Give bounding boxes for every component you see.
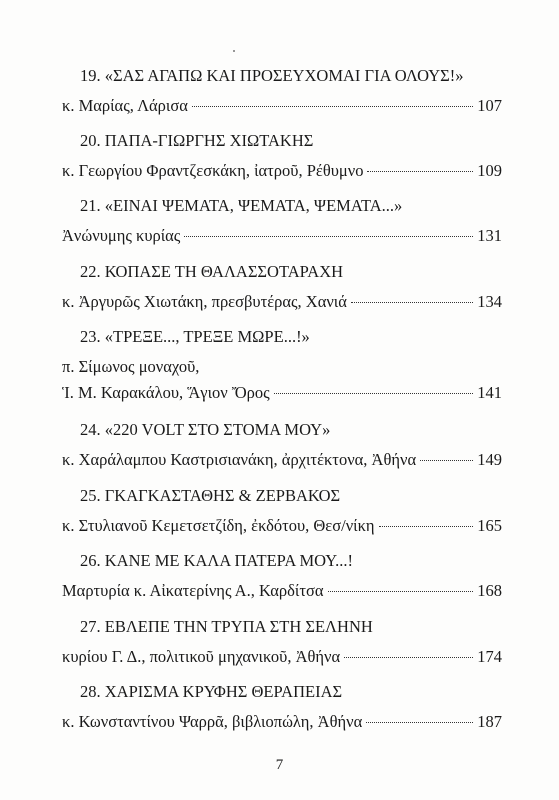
entry-page: 141 [477, 383, 502, 402]
entry-title: 26. ΚΑΝΕ ΜΕ ΚΑΛΑ ΠΑΤΕΡΑ ΜΟΥ...! [80, 551, 353, 570]
entry-page: 134 [477, 292, 502, 311]
toc-entry [62, 196, 502, 246]
entry-line [62, 357, 502, 377]
entry-line [62, 581, 502, 601]
entry-author: κ. Κωνσταντίνου Ψαρρᾶ, βιβλιοπώλη, Ἀθήνα [62, 712, 363, 731]
entry-title: 27. ΕΒΛΕΠΕ ΤΗΝ ΤΡΥΠΑ ΣΤΗ ΣΕΛΗΝΗ [80, 617, 373, 636]
toc-entry [62, 66, 502, 116]
entry-author: κ. Στυλιανοῦ Κεμετσετζίδη, ἐκδότου, Θεσ/νίκη [62, 516, 375, 535]
print-speck [233, 50, 235, 52]
toc-entry [62, 420, 502, 470]
page-number: 7 [275, 757, 284, 773]
entry-line [62, 161, 502, 181]
dot-leader [184, 236, 473, 237]
entry-author: κυρίου Γ. Δ., πολιτικοῦ μηχανικοῦ, Ἀθήνα [62, 647, 341, 666]
entry-author: κ. Ἀργυρῶς Χιωτάκη, πρεσβυτέρας, Χανιά [62, 292, 347, 311]
entry-title: 23. «ΤΡΕΞΕ..., ΤΡΕΞΕ ΜΩΡΕ...!» [80, 327, 310, 346]
entry-title: 28. ΧΑΡΙΣΜΑ ΚΡΥΦΗΣ ΘΕΡΑΠΕΙΑΣ [80, 682, 343, 701]
entry-author: κ. Μαρίας, Λάρισα [62, 96, 188, 115]
entry-page: 168 [477, 581, 502, 600]
entry-title: 20. ΠΑΠΑ-ΓΙΩΡΓΗΣ ΧΙΩΤΑΚΗΣ [80, 131, 314, 150]
entry-page: 149 [477, 450, 502, 469]
entry-author: κ. Γεωργίου Φραντζεσκάκη, ἰατροῦ, Ρέθυμνο [62, 161, 364, 180]
entry-line [62, 450, 502, 470]
dot-leader [344, 657, 473, 658]
dot-leader [379, 526, 474, 527]
entry-page: 107 [477, 96, 502, 115]
toc-entry [62, 262, 502, 312]
entry-page: 174 [477, 647, 502, 666]
toc-entry [62, 327, 502, 403]
entry-author: Μαρτυρία κ. Αἰκατερίνης Α., Καρδίτσα [62, 581, 324, 600]
entry-line [62, 226, 502, 246]
entry-line [62, 383, 502, 403]
entry-author: π. Σίμωνος μοναχοῦ, [62, 357, 200, 376]
dot-leader [367, 171, 473, 172]
toc-entry [62, 617, 502, 667]
toc-entry [62, 486, 502, 536]
dot-leader [192, 106, 473, 107]
entry-line [62, 516, 502, 536]
entry-title: 21. «ΕΙΝΑΙ ΨΕΜΑΤΑ, ΨΕΜΑΤΑ, ΨΕΜΑΤΑ...» [80, 196, 403, 215]
dot-leader [366, 722, 473, 723]
entry-page: 109 [477, 161, 502, 180]
toc-entry [62, 682, 502, 732]
entry-line [62, 96, 502, 116]
entry-title: 19. «ΣΑΣ ΑΓΑΠΩ ΚΑΙ ΠΡΟΣΕΥΧΟΜΑΙ ΓΙΑ ΟΛΟΥΣ!» [80, 66, 464, 85]
entry-line [62, 712, 502, 732]
entry-title: 22. ΚΟΠΑΣΕ ΤΗ ΘΑΛΑΣΣΟΤΑΡΑΧΗ [80, 262, 344, 281]
entry-title: 25. ΓΚΑΓΚΑΣΤΑΘΗΣ & ΖΕΡΒΑΚΟΣ [80, 486, 341, 505]
entry-line [62, 647, 502, 667]
entry-title: 24. «220 VOLT ΣΤΟ ΣΤΟΜΑ ΜΟΥ» [80, 420, 331, 439]
dot-leader [274, 393, 474, 394]
entry-line [62, 292, 502, 312]
entry-author: Ἀνώνυμης κυρίας [62, 226, 181, 245]
dot-leader [351, 302, 473, 303]
toc-entry [62, 551, 502, 601]
entry-page: 165 [477, 516, 502, 535]
dot-leader [420, 460, 473, 461]
toc-entry [62, 131, 502, 181]
entry-author: Ἱ. Μ. Καρακάλου, Ἅγιον Ὄρος [62, 383, 270, 402]
entry-author: κ. Χαράλαμπου Καστρισιανάκη, ἀρχιτέκτονα, Ἀθήνα [62, 450, 417, 469]
entry-page: 187 [477, 712, 502, 731]
dot-leader [328, 591, 474, 592]
entry-page: 131 [477, 226, 502, 245]
